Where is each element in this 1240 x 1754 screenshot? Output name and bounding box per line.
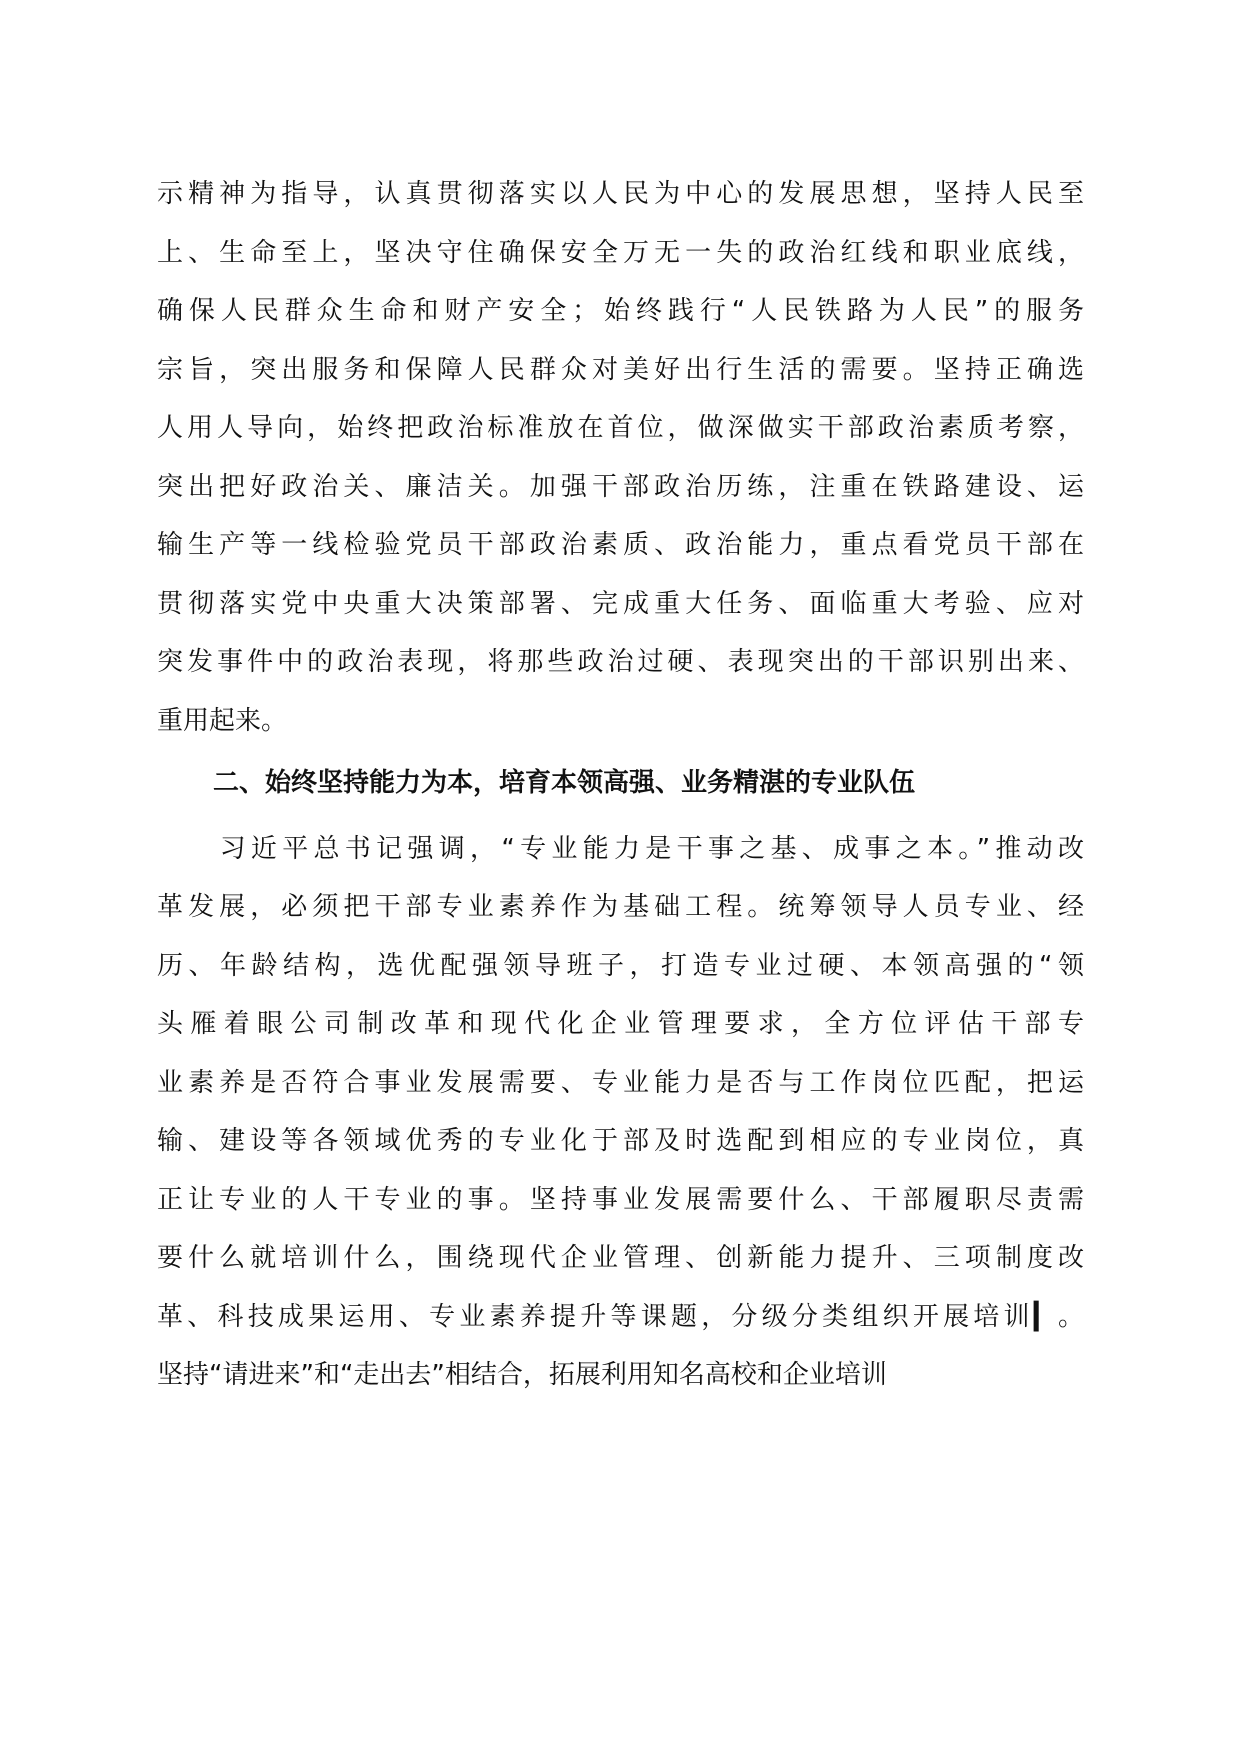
paragraph-1-line-7: 输生产等一线检验党员干部政治素质、政治能力，重点看党员干部在 [157, 530, 1084, 560]
paragraph-2-line-4: 头雁着眼公司制改革和现代化企业管理要求，全方位评估干部专 [157, 1009, 1084, 1039]
paragraph-1-line-4: 宗旨，突出服务和保障人民群众对美好出行生活的需要。坚持正确选 [157, 355, 1084, 385]
paragraph-2-line-7: 正让专业的人干专业的事。坚持事业发展需要什么、干部履职尽责需 [157, 1185, 1084, 1215]
paragraph-1-line-6: 突出把好政治关、廉洁关。加强干部政治历练，注重在铁路建设、运 [157, 472, 1084, 502]
paragraph-1-line-1: 示精神为指导，认真贯彻落实以人民为中心的发展思想，坚持人民至 [157, 179, 1084, 209]
paragraph-1-line-3: 确保人民群众生命和财产安全；始终践行“人民铁路为人民”的服务 [157, 296, 1084, 326]
paragraph-2-line-2: 革发展，必须把干部专业素养作为基础工程。统筹领导人员专业、经 [157, 892, 1084, 922]
paragraph-2-line-10: 坚持“请进来”和“走出去”相结合，拓展利用知名高校和企业培训 [157, 1360, 887, 1390]
paragraph-2-line-3: 历、年龄结构，选优配强领导班子，打造专业过硬、本领高强的“领 [157, 951, 1084, 981]
paragraph-2-line-9: 革、科技成果运用、专业素养提升等课题，分级分类组织开展培训▎。 [157, 1302, 1084, 1332]
section-heading: 二、始终坚持能力为本，培育本领高强、业务精湛的专业队伍 [213, 768, 916, 798]
paragraph-1-line-5: 人用人导向，始终把政治标准放在首位，做深做实干部政治素质考察， [157, 413, 1084, 443]
paragraph-1-line-10: 重用起来。 [157, 706, 288, 736]
paragraph-1-line-2: 上、生命至上，坚决守住确保安全万无一失的政治红线和职业底线， [157, 238, 1084, 268]
paragraph-2-line-8: 要什么就培训什么，围绕现代企业管理、创新能力提升、三项制度改 [157, 1243, 1084, 1273]
paragraph-2-line-1: 习近平总书记强调，“专业能力是干事之基、成事之本。”推动改 [157, 834, 1084, 864]
paragraph-2-line-6: 输、建设等各领域优秀的专业化于部及时选配到相应的专业岗位，真 [157, 1126, 1084, 1156]
paragraph-2-line-5: 业素养是否符合事业发展需要、专业能力是否与工作岗位匹配，把运 [157, 1068, 1084, 1098]
paragraph-1-line-9: 突发事件中的政治表现，将那些政治过硬、表现突出的干部识别出来、 [157, 647, 1084, 677]
paragraph-1-line-8: 贯彻落实党中央重大决策部署、完成重大任务、面临重大考验、应对 [157, 589, 1084, 619]
